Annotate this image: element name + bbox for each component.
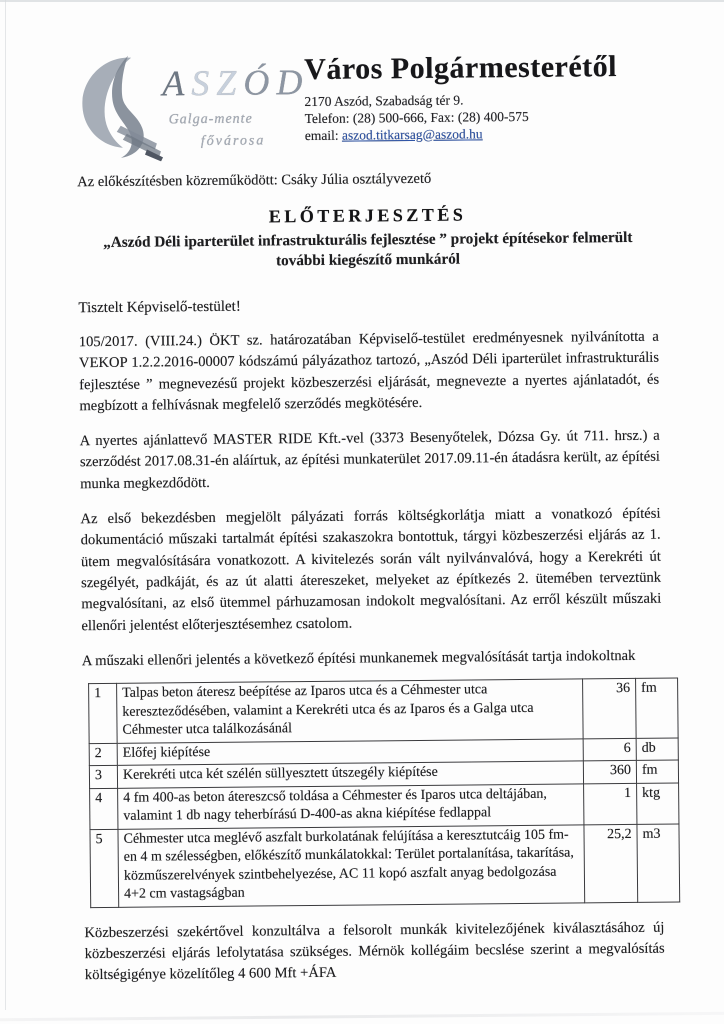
greeting-line: Tisztelt Képviselő-testület! bbox=[78, 298, 241, 317]
row-number: 1 bbox=[89, 684, 118, 744]
document-subtitle-line2: további kiegészítő munkáról bbox=[275, 250, 461, 270]
work-quantity: 36 bbox=[583, 679, 637, 739]
scan-edge-left bbox=[5, 0, 6, 1010]
work-description: Céhmester utca meglévő aszfalt burkolatának felújítása a keresztutcáig 105 fm-en 4 m szélességben, előkészítő munkálatokkal: Terület portalanítása, takarítása, közműszerelvények szintbehelyezése, AC 11 kopó aszfalt anyag bedolgozása 4+2 cm vastagságban bbox=[118, 825, 585, 907]
logo-wordmark bbox=[162, 61, 310, 104]
scan-edge-top bbox=[0, 0, 724, 2]
document-title: ELŐTERJESZTÉS bbox=[268, 204, 467, 227]
table-row bbox=[90, 824, 680, 908]
row-number: 3 bbox=[89, 766, 117, 789]
work-quantity: 1 bbox=[584, 783, 637, 825]
letterhead bbox=[76, 47, 657, 165]
document-content bbox=[76, 47, 665, 987]
work-unit: fm bbox=[636, 760, 678, 783]
row-number: 5 bbox=[90, 829, 119, 907]
contact-block bbox=[304, 90, 617, 144]
work-unit: m3 bbox=[637, 824, 680, 902]
work-description: 4 fm 400-as beton átereszcső toldása a Céhmester és Iparos utca deltájában, valamint 1 db nagy teherbírású D-400-as akna kiépítése fedlappal bbox=[118, 784, 584, 829]
closing-paragraph: Közbeszerzési szekértővel konzultálva a felsorolt munkák kivitelezőjének kiválasztásához új közbeszerzési eljárás lefolytatása szükséges. Mérnök kollégáim becslése szerint a megvalósítás költségigénye közelítőleg 4 600 Mft +ÁFA bbox=[84, 919, 665, 984]
table-lead-paragraph: A műszaki ellenőri jelentés a következő építési munkanemek megvalósítását tartja indokoltnak bbox=[81, 647, 636, 670]
body-paragraph: 105/2017. (VIII.24.) ÖKT sz. határozatában Képviselő-testület eredményesnek nyilvánította a VEKOP 1.2.2.2016-00007 kódszámú pályázathoz tartozó, „Aszód Déli iparterület infrastrukturális fejlesztése ” megnevezésű projekt közbeszerzési eljárását, megnevezte a nyertes ajánlatadót, és megbízott a felhívásnak megfelelő szerződés megkötésére. bbox=[78, 328, 660, 415]
table-row bbox=[89, 678, 679, 743]
logo-tagline-line1: Galga-mente bbox=[168, 111, 253, 128]
address-line: 2170 Aszód, Szabadság tér 9. bbox=[304, 92, 464, 109]
table-row bbox=[90, 783, 679, 830]
logo-letter: Ó bbox=[243, 62, 277, 103]
scan-edge-bottom-shadow bbox=[0, 1012, 724, 1022]
logo-letter: A bbox=[162, 63, 192, 104]
logo-letter: S bbox=[191, 62, 217, 104]
logo-letter: D bbox=[276, 61, 310, 103]
row-number: 4 bbox=[90, 788, 118, 829]
office-title: Város Polgármesterétől bbox=[304, 50, 618, 87]
work-unit: db bbox=[636, 738, 678, 761]
logo-tagline-line2: fővárosa bbox=[200, 133, 266, 150]
work-description: Talpas beton áteresz beépítése az Iparos utca és a Céhmester utca kereszteződésében, valamint a Kerekréti utca és az Iparos és a Galga utca Céhmester utca találkozásánál bbox=[117, 679, 584, 743]
work-quantity: 25,2 bbox=[584, 824, 638, 903]
body-paragraph: Az első bekezdésben megjelölt pályázati forrás költségkorlátja miatt a vonatkozó építési dokumentáció műszaki tartalmát építési szakaszokra bontottuk, tárgyi közbeszerzési eljárás az 1. ütem megvalósítására vonatkozott. A kivitelezés során vált nyilvánvalóvá, hogy a Kerekréti út szegélyét, padkáját, és az út alatti átereszeket, melyeket az építkezés 2. ütemében terveztünk megvalósítani, az első ütemmel párhuzamosan indokolt megvalósítani. Az erről készült műszaki ellenőri jelentést előterjesztésemhez csatolom. bbox=[80, 505, 662, 634]
row-number: 2 bbox=[89, 743, 117, 766]
logo-letter: Z bbox=[216, 62, 244, 103]
prepared-by-line: Az előkészítésben közreműködött: Csáky Júlia osztályvezető bbox=[77, 170, 432, 191]
works-table bbox=[88, 678, 680, 908]
work-quantity: 360 bbox=[583, 761, 636, 784]
work-unit: ktg bbox=[637, 783, 679, 824]
aszod-city-logo bbox=[76, 50, 310, 164]
work-description: Előfej kiépítése bbox=[117, 739, 583, 766]
aszod-swirl-icon bbox=[76, 53, 173, 162]
body-paragraph: A nyertes ajánlattevő MASTER RIDE Kft.-vel (3373 Besenyőtelek, Dózsa Gy. út 711. hrsz.) a szerződést 2017.08.31-én aláírtuk, az építési munkaterület 2017.09.11-én átadásra került, az építési munka megkezdődött. bbox=[79, 427, 661, 492]
work-unit: fm bbox=[636, 678, 679, 738]
email-label: email: bbox=[304, 127, 343, 143]
work-quantity: 6 bbox=[583, 738, 636, 761]
title-block bbox=[78, 203, 659, 274]
phone-fax-line: Telefon: (28) 500-666, Fax: (28) 400-575 bbox=[304, 108, 529, 126]
work-description: Kerekréti utca két szélén süllyesztett útszegély kiépítése bbox=[117, 761, 583, 788]
email-line bbox=[305, 124, 618, 144]
email-link[interactable]: aszod.titkarsag@aszod.hu bbox=[341, 125, 483, 143]
letterhead-right bbox=[304, 47, 618, 143]
document-subtitle-line1: „Aszód Déli iparterület infrastrukturális fejlesztése ” projekt építésekor felmerült bbox=[103, 228, 633, 251]
